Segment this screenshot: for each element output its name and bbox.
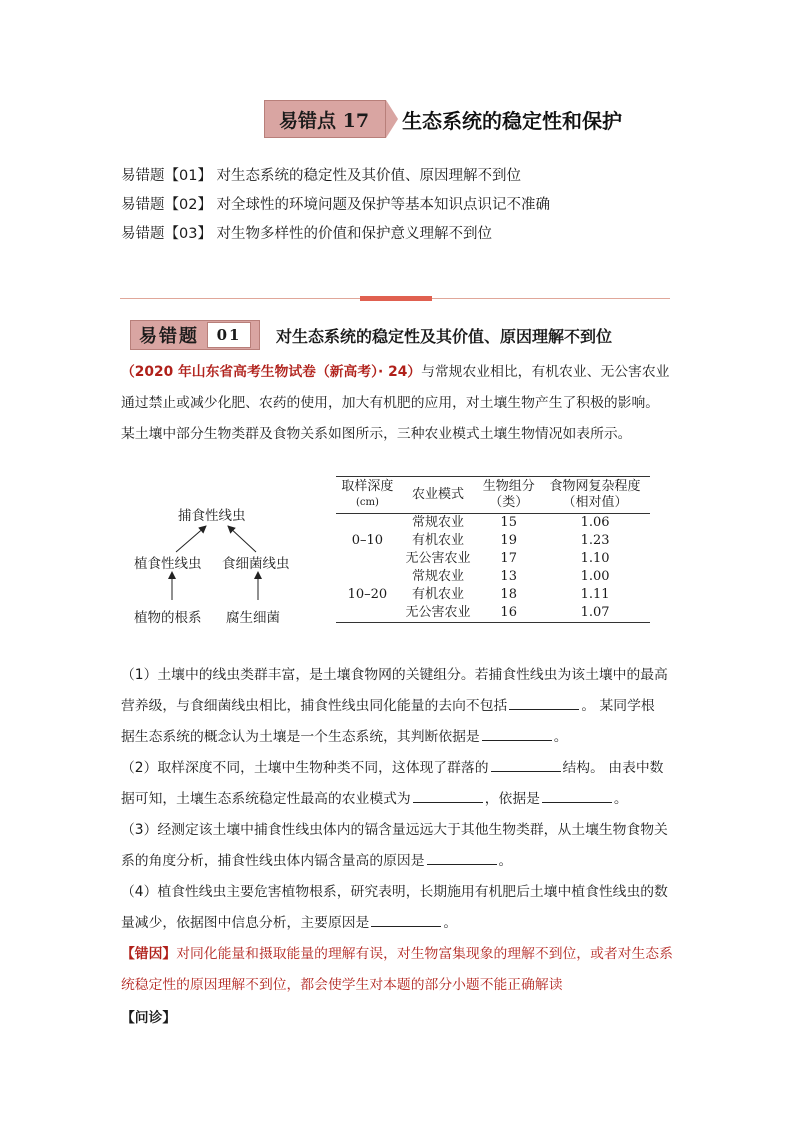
node-predatory-nematode: 捕食性线虫 <box>178 508 246 524</box>
toc-list <box>121 162 550 249</box>
table-cell: 1.11 <box>580 587 610 602</box>
answer-blank[interactable] <box>482 728 552 741</box>
table-cell: 有机农业 <box>412 533 465 548</box>
question-intro <box>121 357 681 450</box>
table-cell: 1.00 <box>580 569 610 584</box>
title-badge: 易错点 17 <box>264 100 386 138</box>
answer-blank[interactable] <box>509 697 579 710</box>
table-cell: 19 <box>500 533 517 548</box>
question-3 <box>121 815 681 877</box>
question-text: 据可知，土壤生态系统稳定性最高的农业模式为 <box>121 791 411 807</box>
question-text: 。 某同学根 <box>581 698 655 714</box>
question-text: 。 <box>553 729 568 745</box>
section-title: 对生态系统的稳定性及其价值、原因理解不到位 <box>276 326 613 346</box>
table-cell: 1.07 <box>580 605 610 620</box>
table-header: 食物网复杂程度 （相对值） <box>549 479 641 510</box>
table-cell: 无公害农业 <box>405 551 471 566</box>
question-2 <box>121 753 681 815</box>
section-number: 01 <box>207 322 251 348</box>
error-cause <box>121 939 681 1001</box>
node-bacterivorous-nematode: 食细菌线虫 <box>222 556 290 572</box>
node-saprophytic-bacteria: 腐生细菌 <box>226 610 280 626</box>
error-cause-label: 【错因】 <box>121 946 177 962</box>
intro-text: 与常规农业相比，有机农业、无公害农业 <box>421 364 670 380</box>
question-text: （3）经测定该土壤中捕食性线虫体内的镉含量远远大于其他生物类群，从土壤生物食物关 <box>121 822 668 838</box>
table-cell: 无公害农业 <box>405 605 471 620</box>
table-cell: 1.23 <box>580 533 610 548</box>
section-badge-label: 易错题 <box>139 326 199 347</box>
table-cell: 常规农业 <box>412 569 465 584</box>
question-4 <box>121 877 681 939</box>
intro-line: 通过禁止或减少化肥、农药的使用，加大有机肥的应用，对土壤生物产生了积极的影响。 <box>121 395 660 411</box>
question-text: 系的角度分析，捕食性线虫体内镉含量高的原因是 <box>121 853 425 869</box>
table-cell: 16 <box>500 605 517 620</box>
question-text: 结构。 由表中数 <box>562 760 664 776</box>
table-cell: 有机农业 <box>412 587 465 602</box>
table-row <box>336 514 650 533</box>
table-cell: 18 <box>500 587 517 602</box>
table-cell: 17 <box>500 551 517 566</box>
divider-accent <box>360 296 432 301</box>
answer-blank[interactable] <box>542 790 612 803</box>
answer-blank[interactable] <box>491 759 561 772</box>
page-title: 生态系统的稳定性和保护 <box>402 108 623 133</box>
page-title-banner <box>264 100 622 138</box>
title-arrow-shape <box>386 100 398 138</box>
error-cause-text: 对同化能量和摄取能量的理解有误，对生物富集现象的理解不到位，或者对生态系 <box>176 946 673 962</box>
question-text: 量减少，依据图中信息分析，主要原因是 <box>121 915 370 931</box>
toc-item: 易错题【02】 对全球性的环境问题及保护等基本知识点识记不准确 <box>121 197 551 213</box>
question-text: ，依据是 <box>484 791 540 807</box>
error-cause-text: 统稳定性的原因理解不到位，都会使学生对本题的部分小题不能正确解读 <box>121 977 563 993</box>
question-1 <box>121 660 681 753</box>
question-text: 。 <box>498 853 513 869</box>
table-cell-depth: 0–10 <box>351 533 384 548</box>
table-header: 农业模式 <box>412 487 465 502</box>
soil-data-table <box>336 476 650 623</box>
section-badge <box>130 320 260 350</box>
question-text: （1）土壤中的线虫类群丰富，是土壤食物网的关键组分。若捕食性线虫为该土壤中的最高 <box>121 667 668 683</box>
table-cell: 13 <box>500 569 517 584</box>
question-text: （4）植食性线虫主要危害植物根系，研究表明，长期施用有机肥后土壤中植食性线虫的数 <box>121 884 668 900</box>
table-cell: 15 <box>500 515 517 530</box>
table-cell: 1.10 <box>580 551 610 566</box>
table-cell: 常规农业 <box>412 515 465 530</box>
table-header: 生物组分 （类） <box>482 479 535 510</box>
intro-line: 某土壤中部分生物类群及食物关系如图所示，三种农业模式土壤生物情况如表所示。 <box>121 426 632 442</box>
question-source: （2020 年山东省高考生物试卷（新高考）· 24） <box>121 364 422 380</box>
toc-item: 易错题【03】 对生物多样性的价值和保护意义理解不到位 <box>121 226 493 242</box>
food-web-diagram <box>128 500 308 630</box>
section-header <box>130 320 612 350</box>
node-plant-roots: 植物的根系 <box>134 610 202 626</box>
question-text: （2）取样深度不同，土壤中生物种类不同，这体现了群落的 <box>121 760 489 776</box>
table-cell-depth: 10–20 <box>347 587 388 602</box>
diagnosis-label: 【问诊】 <box>121 1010 177 1026</box>
table-header: 取样深度 (cm) <box>341 479 394 508</box>
question-text: 据生态系统的概念认为土壤是一个生态系统，其判断依据是 <box>121 729 480 745</box>
table-row <box>336 568 650 586</box>
question-text: 。 <box>443 915 458 931</box>
node-herbivorous-nematode: 植食性线虫 <box>134 556 202 572</box>
table-cell: 1.06 <box>580 515 610 530</box>
answer-blank[interactable] <box>371 914 441 927</box>
toc-item: 易错题【01】 对生态系统的稳定性及其价值、原因理解不到位 <box>121 168 522 184</box>
question-text: 营养级，与食细菌线虫相比，捕食性线虫同化能量的去向不包括 <box>121 698 508 714</box>
question-text: 。 <box>613 791 628 807</box>
answer-blank[interactable] <box>427 852 497 865</box>
answer-blank[interactable] <box>413 790 483 803</box>
